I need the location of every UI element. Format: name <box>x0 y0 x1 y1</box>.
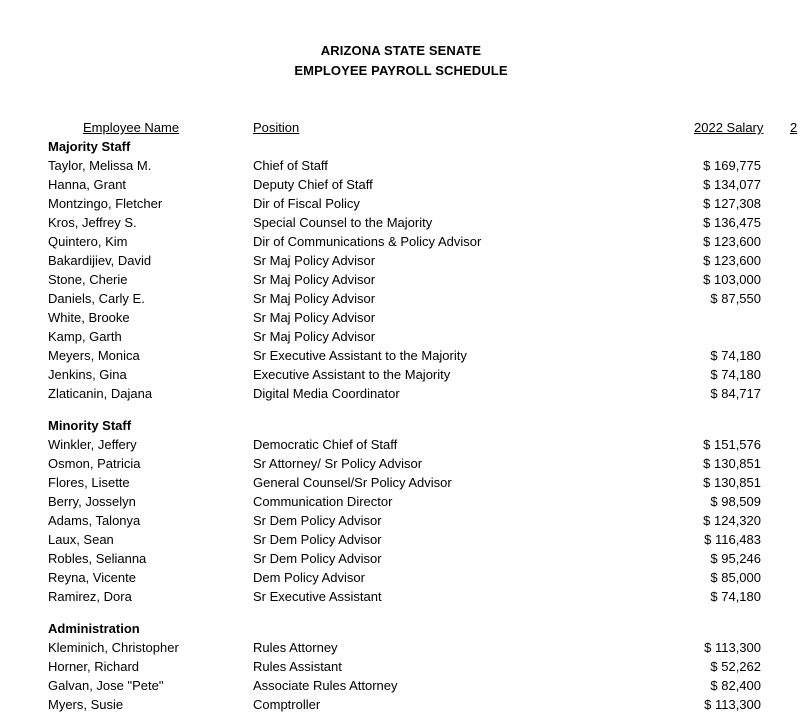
table-row <box>0 437 794 456</box>
position-cell: Sr Dem Policy Advisor <box>253 532 382 547</box>
salary-cell: $ 113,300 <box>704 697 761 712</box>
table-row <box>0 456 794 475</box>
position-cell: Special Counsel to the Majority <box>253 215 433 230</box>
column-header-truncated: 2 <box>790 120 798 135</box>
salary-cell: $ 87,550 <box>710 291 761 306</box>
table-row <box>0 570 794 589</box>
position-cell: Dir of Fiscal Policy <box>253 196 360 211</box>
employee-name-cell: Kamp, Garth <box>48 329 122 344</box>
employee-name-cell: Laux, Sean <box>48 532 114 547</box>
table-row <box>0 158 794 177</box>
position-cell: Digital Media Coordinator <box>253 386 400 401</box>
salary-cell: $ 113,300 <box>704 640 761 655</box>
employee-name-cell: Adams, Talonya <box>48 513 141 528</box>
salary-cell: $ 52,262 <box>710 659 761 674</box>
salary-cell: $ 123,600 <box>703 253 761 268</box>
salary-cell: $ 136,475 <box>703 215 761 230</box>
employee-name-cell: Taylor, Melissa M. <box>48 158 152 173</box>
table-row <box>0 640 794 659</box>
employee-name-cell: Myers, Susie <box>48 697 124 712</box>
salary-cell: $ 85,000 <box>710 570 761 585</box>
employee-name-cell: Kros, Jeffrey S. <box>48 215 137 230</box>
table-row <box>0 697 794 716</box>
employee-name-cell: Winkler, Jeffery <box>48 437 137 452</box>
section-heading-label: Minority Staff <box>48 418 132 433</box>
table-row <box>0 310 794 329</box>
position-cell: Dir of Communications & Policy Advisor <box>253 234 482 249</box>
table-row <box>0 513 794 532</box>
table-row <box>0 215 794 234</box>
table-row <box>0 532 794 551</box>
table-row <box>0 177 794 196</box>
salary-cell: $ 124,320 <box>703 513 761 528</box>
section-heading <box>0 418 794 437</box>
table-row <box>0 291 794 310</box>
employee-name-cell: Stone, Cherie <box>48 272 128 287</box>
table-row <box>0 253 794 272</box>
salary-cell: $ 74,180 <box>710 589 761 604</box>
employee-name-cell: Zlaticanin, Dajana <box>48 386 153 401</box>
title-line-2: EMPLOYEE PAYROLL SCHEDULE <box>294 63 508 78</box>
position-cell: Sr Dem Policy Advisor <box>253 513 382 528</box>
table-row <box>0 272 794 291</box>
employee-name-cell: Quintero, Kim <box>48 234 128 249</box>
column-header-position: Position <box>253 120 300 135</box>
employee-name-cell: Galvan, Jose "Pete" <box>48 678 164 693</box>
salary-cell: $ 169,775 <box>703 158 761 173</box>
section-heading-label: Administration <box>48 621 140 636</box>
salary-cell: $ 134,077 <box>703 177 761 192</box>
position-cell: Associate Rules Attorney <box>253 678 398 693</box>
employee-name-cell: Daniels, Carly E. <box>48 291 145 306</box>
employee-name-cell: Montzingo, Fletcher <box>48 196 163 211</box>
table-row <box>0 678 794 697</box>
employee-name-cell: Jenkins, Gina <box>48 367 127 382</box>
payroll-table <box>0 139 794 716</box>
column-header-employee-name: Employee Name <box>83 120 180 135</box>
salary-cell: $ 116,483 <box>704 532 761 547</box>
position-cell: General Counsel/Sr Policy Advisor <box>253 475 452 490</box>
employee-name-cell: Ramirez, Dora <box>48 589 132 604</box>
salary-cell: $ 123,600 <box>703 234 761 249</box>
employee-name-cell: Meyers, Monica <box>48 348 140 363</box>
table-row <box>0 348 794 367</box>
table-row <box>0 659 794 678</box>
employee-name-cell: Reyna, Vicente <box>48 570 136 585</box>
table-row <box>0 329 794 348</box>
position-cell: Sr Executive Assistant to the Majority <box>253 348 467 363</box>
position-cell: Dem Policy Advisor <box>253 570 365 585</box>
position-cell: Sr Maj Policy Advisor <box>253 310 376 325</box>
position-cell: Rules Assistant <box>253 659 342 674</box>
salary-cell: $ 84,717 <box>710 386 761 401</box>
position-cell: Sr Maj Policy Advisor <box>253 329 376 344</box>
section-spacer <box>0 405 794 418</box>
employee-name-cell: Flores, Lisette <box>48 475 130 490</box>
employee-name-cell: Kleminich, Christopher <box>48 640 179 655</box>
table-row <box>0 494 794 513</box>
table-row <box>0 551 794 570</box>
position-cell: Deputy Chief of Staff <box>253 177 373 192</box>
position-cell: Sr Maj Policy Advisor <box>253 272 376 287</box>
employee-name-cell: Robles, Selianna <box>48 551 147 566</box>
table-row <box>0 589 794 608</box>
section-heading-label: Majority Staff <box>48 139 131 154</box>
salary-cell: $ 130,851 <box>703 475 761 490</box>
position-cell: Democratic Chief of Staff <box>253 437 398 452</box>
salary-cell: $ 103,000 <box>703 272 761 287</box>
position-cell: Sr Dem Policy Advisor <box>253 551 382 566</box>
salary-cell: $ 151,576 <box>703 437 761 452</box>
employee-name-cell: Berry, Josselyn <box>48 494 136 509</box>
column-header-salary: 2022 Salary <box>694 120 764 135</box>
salary-cell: $ 74,180 <box>710 348 761 363</box>
salary-cell: $ 95,246 <box>710 551 761 566</box>
position-cell: Communication Director <box>253 494 393 509</box>
section-spacer <box>0 608 794 621</box>
title-line-1: ARIZONA STATE SENATE <box>320 43 482 58</box>
employee-name-cell: Horner, Richard <box>48 659 140 674</box>
employee-name-cell: White, Brooke <box>48 310 130 325</box>
section-heading <box>0 621 794 640</box>
position-cell: Comptroller <box>253 697 321 712</box>
table-row <box>0 367 794 386</box>
salary-cell: $ 127,308 <box>703 196 761 211</box>
salary-cell: $ 74,180 <box>710 367 761 382</box>
employee-name-cell: Bakardijiev, David <box>48 253 152 268</box>
employee-name-cell: Osmon, Patricia <box>48 456 141 471</box>
table-row <box>0 196 794 215</box>
table-row <box>0 475 794 494</box>
position-cell: Sr Executive Assistant <box>253 589 382 604</box>
table-row <box>0 234 794 253</box>
section-heading <box>0 139 794 158</box>
table-row <box>0 386 794 405</box>
salary-cell: $ 130,851 <box>703 456 761 471</box>
position-cell: Sr Maj Policy Advisor <box>253 253 376 268</box>
position-cell: Rules Attorney <box>253 640 338 655</box>
position-cell: Sr Maj Policy Advisor <box>253 291 376 306</box>
position-cell: Sr Attorney/ Sr Policy Advisor <box>253 456 423 471</box>
position-cell: Chief of Staff <box>253 158 328 173</box>
salary-cell: $ 98,509 <box>710 494 761 509</box>
salary-cell: $ 82,400 <box>710 678 761 693</box>
position-cell: Executive Assistant to the Majority <box>253 367 451 382</box>
employee-name-cell: Hanna, Grant <box>48 177 127 192</box>
